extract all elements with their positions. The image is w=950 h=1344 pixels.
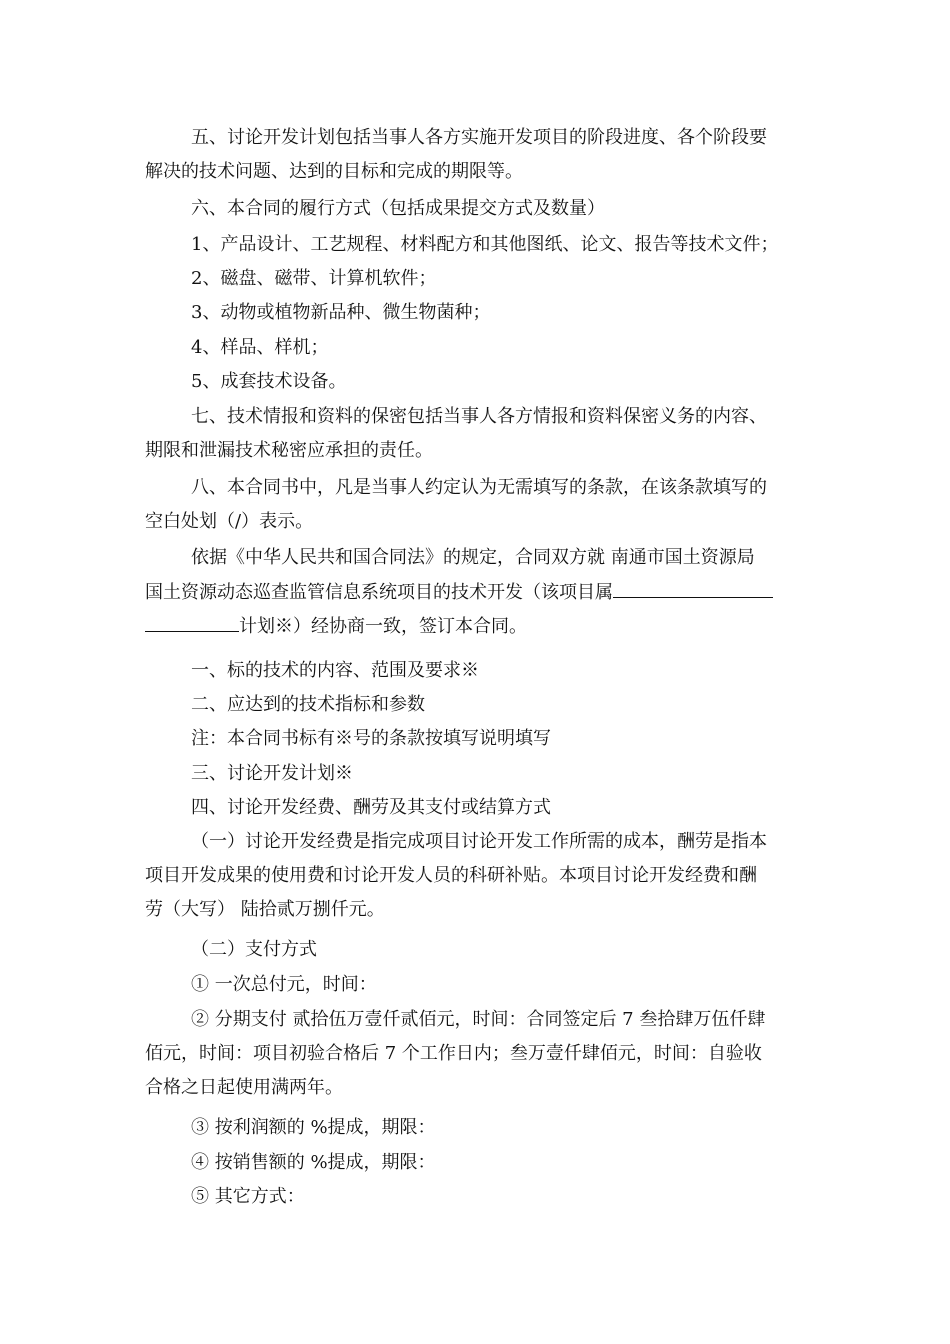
text-line: ① 一次总付元，时间： [191, 974, 377, 995]
text-line: 3、动物或植物新品种、微生物菌种； [191, 302, 491, 323]
fill-in-blank [613, 575, 773, 598]
text-line: 劳（大写） 陆拾贰万捌仟元。 [145, 899, 385, 920]
section-6-heading [145, 192, 810, 226]
section-5-paragraph [145, 121, 810, 189]
clause-1 [145, 654, 810, 688]
text-line: 六、本合同的履行方式（包括成果提交方式及数量） [191, 198, 605, 219]
payment-option-1 [145, 968, 810, 1002]
text-line: ④ 按销售额的 %提成，期限： [191, 1152, 436, 1173]
section-6-item-2 [145, 262, 810, 296]
text-line: 合格之日起使用满两年。 [145, 1077, 343, 1098]
text-line: 一、标的技术的内容、范围及要求※ [191, 660, 479, 681]
text-line: 五、讨论开发计划包括当事人各方实施开发项目的阶段进度、各个阶段要 [191, 127, 767, 148]
section-7-paragraph [145, 400, 810, 468]
section-6-item-1 [145, 228, 810, 262]
text-line: 七、技术情报和资料的保密包括当事人各方情报和资料保密义务的内容、 [191, 406, 767, 427]
clause-2 [145, 688, 810, 722]
note [145, 722, 810, 756]
text-line: 期限和泄漏技术秘密应承担的责任。 [145, 440, 433, 461]
section-6-item-4 [145, 331, 810, 365]
section-6-item-5 [145, 365, 810, 399]
payment-option-3 [145, 1111, 810, 1145]
payment-option-4 [145, 1146, 810, 1180]
text-line: 依据《中华人民共和国合同法》的规定，合同双方就 南通市国土资源局 [191, 547, 755, 568]
clause-3 [145, 757, 810, 791]
fill-in-blank [145, 609, 239, 632]
text-fragment: 国土资源动态巡查监管信息系统项目的技术开发（该项目属 [145, 582, 613, 603]
text-line: 二、应达到的技术指标和参数 [191, 694, 425, 715]
text-line: 2、磁盘、磁带、计算机软件； [191, 268, 437, 289]
section-8-paragraph [145, 471, 810, 539]
text-line: 1、产品设计、工艺规程、材料配方和其他图纸、论文、报告等技术文件； [191, 234, 779, 255]
text-line: 注：本合同书标有※号的条款按填写说明填写 [191, 728, 551, 749]
text-line-with-blank [145, 575, 810, 609]
text-line: 5、成套技术设备。 [191, 371, 347, 392]
clause-4-1-paragraph [145, 825, 810, 927]
clause-4 [145, 791, 810, 825]
text-line: 项目开发成果的使用费和讨论开发人员的科研补贴。本项目讨论开发经费和酬 [145, 865, 757, 886]
text-line: 八、本合同书中，凡是当事人约定认为无需填写的条款，在该条款填写的 [191, 477, 767, 498]
text-line: 空白处划（/）表示。 [145, 511, 314, 532]
section-6-item-3 [145, 296, 810, 330]
text-line: 4、样品、样机； [191, 337, 329, 358]
text-line: ⑤ 其它方式： [191, 1186, 305, 1207]
text-line-with-blank [145, 609, 810, 643]
text-line: （一）讨论开发经费是指完成项目讨论开发工作所需的成本，酬劳是指本 [191, 831, 767, 852]
text-line: （二）支付方式 [191, 939, 317, 960]
payment-option-2 [145, 1003, 810, 1105]
text-fragment: 计划※）经协商一致，签订本合同。 [239, 616, 527, 637]
clause-4-2-heading [145, 933, 810, 967]
text-line: 三、讨论开发计划※ [191, 763, 353, 784]
text-line: 解决的技术问题、达到的目标和完成的期限等。 [145, 161, 523, 182]
text-line: 佰元，时间：项目初验合格后 7 个工作日内；叁万壹仟肆佰元，时间：自验收 [145, 1043, 762, 1064]
contract-basis-paragraph [145, 541, 810, 643]
text-line: ③ 按利润额的 %提成，期限： [191, 1117, 436, 1138]
text-line: 四、讨论开发经费、酬劳及其支付或结算方式 [191, 797, 551, 818]
payment-option-5 [145, 1180, 810, 1214]
text-line: ② 分期支付 贰拾伍万壹仟贰佰元，时间：合同签定后 7 叁拾肆万伍仟肆 [191, 1009, 766, 1030]
